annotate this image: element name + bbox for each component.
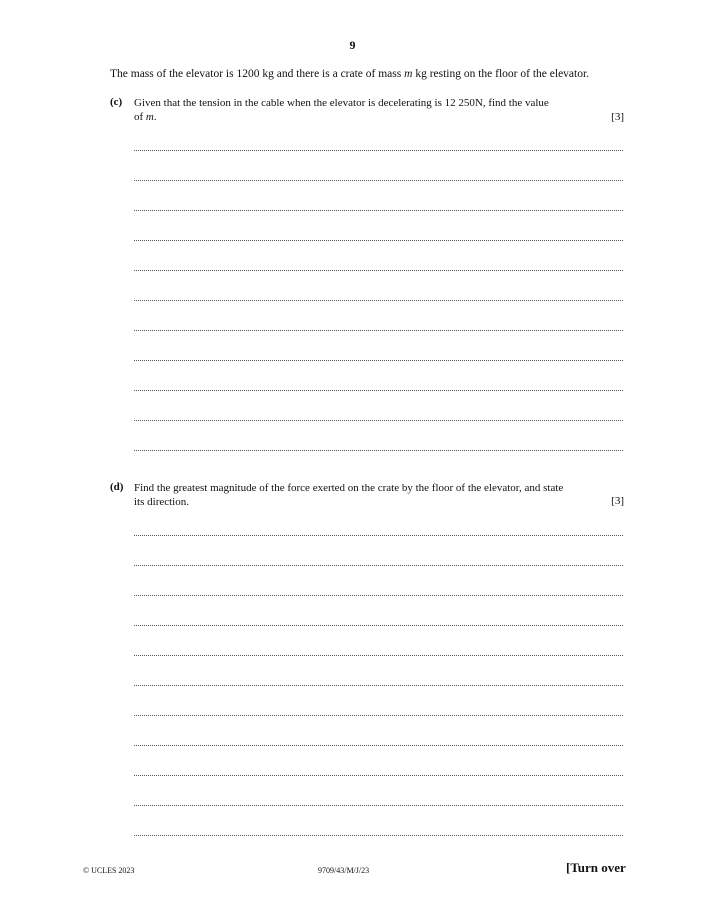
part-c-question xyxy=(134,96,624,124)
part-c-answer-line[interactable] xyxy=(134,420,623,421)
part-d-answer-line[interactable] xyxy=(134,655,623,656)
part-c-line2 xyxy=(134,110,624,124)
part-d-line2: its direction. xyxy=(134,496,189,508)
part-d-answer-line[interactable] xyxy=(134,835,623,836)
part-c-answer-line[interactable] xyxy=(134,180,623,181)
part-c-answer-line[interactable] xyxy=(134,360,623,361)
part-c-marks: [3] xyxy=(611,111,624,123)
part-d-answer-line[interactable] xyxy=(134,595,623,596)
part-c-answer-line[interactable] xyxy=(134,390,623,391)
part-d-answer-line[interactable] xyxy=(134,775,623,776)
part-d-answer-line[interactable] xyxy=(134,805,623,806)
part-c-answer-line[interactable] xyxy=(134,210,623,211)
part-c-answer-line[interactable] xyxy=(134,330,623,331)
part-c-line1: Given that the tension in the cable when the elevator is decelerating is 12 250N, find the value xyxy=(134,97,549,109)
part-c-label: (c) xyxy=(110,96,123,108)
part-c-line2-suffix: . xyxy=(153,111,157,123)
footer-copyright: © UCLES 2023 xyxy=(83,866,135,875)
part-d-label: (d) xyxy=(110,481,124,493)
part-d-question xyxy=(134,481,624,509)
part-c-variable: m xyxy=(145,111,154,123)
part-d-answer-line[interactable] xyxy=(134,535,623,536)
intro-variable: m xyxy=(404,68,413,80)
footer-paper-code: 9709/43/M/J/23 xyxy=(318,866,370,875)
part-d-line1: Find the greatest magnitude of the force exerted on the crate by the floor of the elevator, and state xyxy=(134,482,564,494)
part-c-answer-line[interactable] xyxy=(134,270,623,271)
intro-text-part2: kg resting on the floor of the elevator. xyxy=(412,68,590,80)
part-c-answer-line[interactable] xyxy=(134,450,623,451)
part-c-answer-line[interactable] xyxy=(134,150,623,151)
part-c-line2-prefix: of xyxy=(134,111,146,123)
part-d-answer-line[interactable] xyxy=(134,715,623,716)
intro-text-part1: The mass of the elevator is 1200 kg and there is a crate of mass xyxy=(110,68,405,80)
part-d-answer-line[interactable] xyxy=(134,685,623,686)
part-d-answer-line[interactable] xyxy=(134,625,623,626)
part-c-answer-line[interactable] xyxy=(134,240,623,241)
page-number: 9 xyxy=(349,38,356,52)
part-c-answer-line[interactable] xyxy=(134,300,623,301)
intro-text xyxy=(110,67,630,81)
part-d-answer-line[interactable] xyxy=(134,565,623,566)
part-d-answer-line[interactable] xyxy=(134,745,623,746)
part-d-marks: [3] xyxy=(611,495,624,507)
footer-turn-over: [Turn over xyxy=(566,860,626,875)
